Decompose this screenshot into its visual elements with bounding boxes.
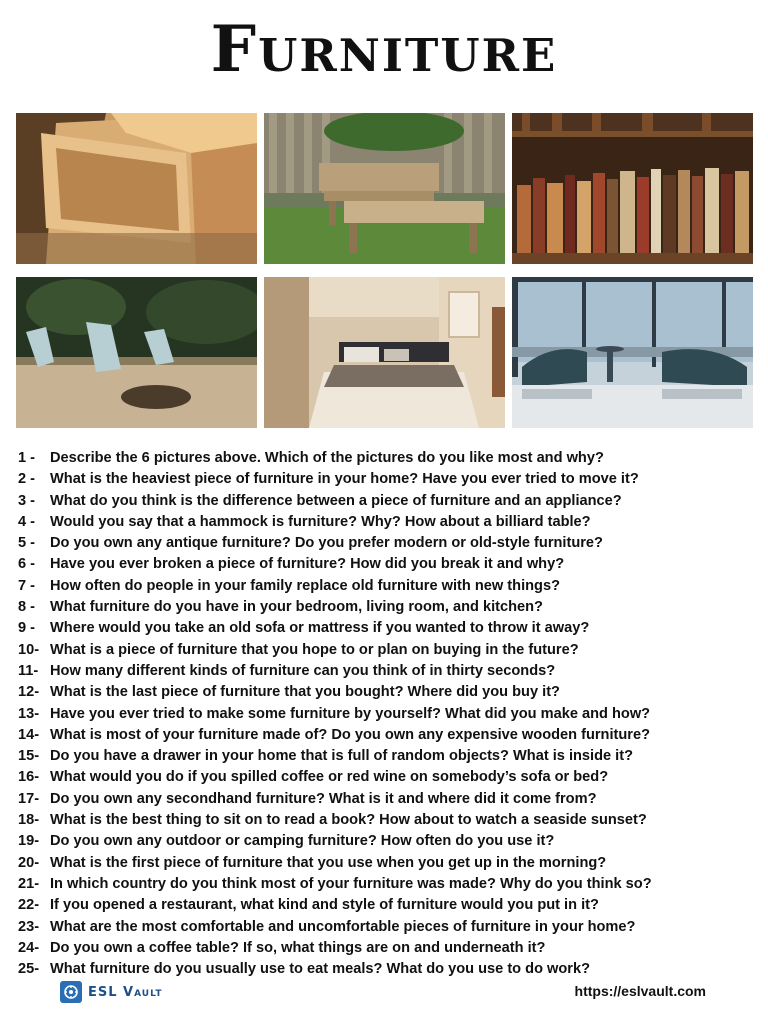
question-text: Have you ever tried to make some furniture by yourself? What did you make and how? xyxy=(50,705,651,722)
question-item xyxy=(18,938,758,959)
vault-logo-icon xyxy=(60,981,82,1003)
question-number: 24- xyxy=(18,939,40,956)
question-number: 1 - xyxy=(18,450,36,466)
footer-url[interactable]: https://eslvault.com xyxy=(574,983,706,999)
question-text: What is a piece of furniture that you hope to or plan on buying in the future? xyxy=(50,641,579,658)
drawer-photo xyxy=(16,113,257,264)
question-text: What do you think is the difference between a piece of furniture and an appliance? xyxy=(50,492,622,509)
question-number: 5 - xyxy=(18,535,36,552)
question-number: 10- xyxy=(18,641,40,658)
question-item xyxy=(18,789,758,810)
question-number: 17- xyxy=(18,790,40,807)
question-item xyxy=(18,746,758,767)
bedroom-photo xyxy=(264,277,505,428)
question-item xyxy=(18,576,758,597)
question-text: Do you own any secondhand furniture? What is it and where did it come from? xyxy=(50,790,597,807)
question-text: Have you ever broken a piece of furniture? How did you break it and why? xyxy=(50,556,565,573)
question-text: What is the heaviest piece of furniture in your home? Have you ever tried to move it? xyxy=(50,471,639,488)
question-list xyxy=(18,448,758,980)
question-item xyxy=(18,448,758,469)
question-text: What furniture do you have in your bedroom, living room, and kitchen? xyxy=(50,599,543,616)
question-text: If you opened a restaurant, what kind and style of furniture would you put in it? xyxy=(50,897,599,914)
question-number: 25- xyxy=(18,961,40,978)
question-item xyxy=(18,512,758,533)
question-text: Where would you take an old sofa or mattress if you wanted to throw it away? xyxy=(50,620,590,637)
question-item xyxy=(18,661,758,682)
question-number: 2 - xyxy=(18,471,36,488)
question-item xyxy=(18,810,758,831)
question-text: How often do people in your family replace old furniture with new things? xyxy=(50,577,560,594)
question-text: In which country do you think most of your furniture was made? Why do you think so? xyxy=(50,875,652,892)
question-item xyxy=(18,917,758,938)
question-text: What is the first piece of furniture that you use when you get up in the morning? xyxy=(50,854,607,871)
question-number: 22- xyxy=(18,897,40,914)
question-number: 8 - xyxy=(18,599,36,616)
question-text: What furniture do you usually use to eat meals? What do you use to do work? xyxy=(50,961,591,978)
bookshelf-photo xyxy=(512,113,753,264)
question-number: 3 - xyxy=(18,492,36,509)
question-number: 19- xyxy=(18,833,40,850)
question-number: 20- xyxy=(18,854,40,871)
page-title: Furniture xyxy=(210,12,558,87)
question-text: What would you do if you spilled coffee or red wine on somebody’s sofa or bed? xyxy=(50,769,609,786)
question-text: What is the last piece of furniture that you bought? Where did you buy it? xyxy=(50,684,560,701)
question-item xyxy=(18,491,758,512)
question-item xyxy=(18,682,758,703)
question-text: Would you say that a hammock is furniture? Why? How about a billiard table? xyxy=(50,513,591,530)
question-number: 15- xyxy=(18,748,40,765)
question-number: 13- xyxy=(18,705,40,722)
question-item xyxy=(18,469,758,490)
question-number: 6 - xyxy=(18,556,36,573)
question-text: What is the best thing to sit on to read a book? How about to watch a seaside sunset? xyxy=(50,812,647,829)
question-item xyxy=(18,767,758,788)
question-item xyxy=(18,725,758,746)
question-text: What are the most comfortable and uncomfortable pieces of furniture in your home? xyxy=(50,918,636,935)
question-item xyxy=(18,597,758,618)
question-item xyxy=(18,831,758,852)
question-text: Do you own any outdoor or camping furniture? How often do you use it? xyxy=(50,833,555,850)
question-text: Do you have a drawer in your home that is full of random objects? What is inside it? xyxy=(50,748,634,765)
question-text: How many different kinds of furniture can you think of in thirty seconds? xyxy=(50,662,556,679)
garden-bench-photo xyxy=(264,113,505,264)
question-number: 21- xyxy=(18,875,40,892)
question-item xyxy=(18,874,758,895)
question-text: Describe the 6 pictures above. Which of the pictures do you like most and why? xyxy=(50,450,604,466)
esl-vault-logo xyxy=(60,980,163,1004)
lounge-sofas-photo xyxy=(512,277,753,428)
question-item xyxy=(18,959,758,980)
question-number: 23- xyxy=(18,918,40,935)
logo-text: ESL Vault xyxy=(88,984,163,1000)
question-item xyxy=(18,533,758,554)
beach-chairs-photo xyxy=(16,277,257,428)
question-number: 7 - xyxy=(18,577,36,594)
question-number: 16- xyxy=(18,769,40,786)
question-item xyxy=(18,895,758,916)
question-text: What is most of your furniture made of? Do you own any expensive wooden furniture? xyxy=(50,726,651,743)
question-number: 9 - xyxy=(18,620,36,637)
question-text: Do you own a coffee table? If so, what things are on and underneath it? xyxy=(50,939,546,956)
question-text: Do you own any antique furniture? Do you prefer modern or old-style furniture? xyxy=(50,535,603,552)
question-item xyxy=(18,704,758,725)
question-item xyxy=(18,640,758,661)
question-item xyxy=(18,554,758,575)
question-number: 18- xyxy=(18,812,40,829)
question-item xyxy=(18,618,758,639)
question-number: 14- xyxy=(18,726,40,743)
question-number: 4 - xyxy=(18,513,36,530)
question-item xyxy=(18,853,758,874)
question-number: 12- xyxy=(18,684,40,701)
question-number: 11- xyxy=(18,662,39,679)
